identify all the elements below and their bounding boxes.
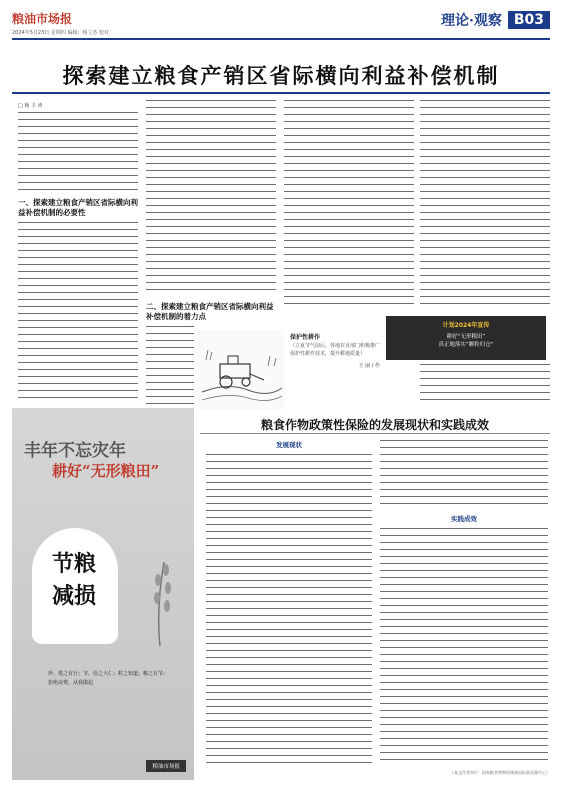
paper-name: 粮油市场报 xyxy=(12,12,73,26)
article1-subhead1: 一、探索建立粮食产销区省际横向利益补偿机制的必要性 xyxy=(18,198,138,217)
masthead xyxy=(12,8,550,40)
sketch-caption-box xyxy=(290,334,380,370)
panel-big2: 减损 xyxy=(52,583,97,609)
food-saving-panel xyxy=(12,408,194,780)
article1-col2b xyxy=(146,326,194,404)
article2-section2-title: 实践成效 xyxy=(451,515,477,523)
article1-col1-para2 xyxy=(18,222,138,404)
sketch-author: 王 丽 / 作 xyxy=(358,363,380,369)
article1-subhead2: 二、探索建立粮食产销区省际横向利益补偿机制的着力点 xyxy=(146,302,274,321)
article1-col3 xyxy=(284,100,414,310)
panel-big1: 节粮 xyxy=(52,551,97,577)
grain-icon xyxy=(130,558,188,648)
article2-col1-text xyxy=(206,454,372,768)
sketch-caption: （立夏节气前后，各地农业部门积极推广保护性耕作技术，提升耕地质量） xyxy=(290,343,381,357)
section-name: 理论·观察 xyxy=(440,13,502,29)
poster-line2: 耕好“无形粮田” xyxy=(446,334,486,340)
article2-col2-text xyxy=(380,528,548,766)
farming-sketch-image xyxy=(198,330,284,410)
article1-byline: □ 杨 卫 涛 xyxy=(18,103,43,109)
panel-big-text xyxy=(52,548,96,612)
article1-col4b xyxy=(420,364,550,404)
panel-title2: 耕好“无形粮田” xyxy=(52,462,160,480)
article2-col1 xyxy=(206,440,372,770)
promo-poster xyxy=(386,316,546,360)
sketch-title: 保护性耕作 xyxy=(290,334,321,341)
poster-line3: 真正地落实“颗粒归仓” xyxy=(438,342,494,348)
issue-info: 2024年5月23日 星期四 编辑：杨立杰 校对： xyxy=(12,30,115,36)
article1-col1-para1 xyxy=(18,112,138,194)
article2-footnote: （本文作者单位：国家粮食和物资储备局标准质量中心） xyxy=(450,770,550,775)
article2-col2-text-top xyxy=(380,440,548,506)
panel-slogan: 珍、惜之有行；节、俭之大仁；粒之知道；粮之有节；拒绝浪费，从我做起 xyxy=(48,671,169,686)
article1-headline: 探索建立粮食产销区省际横向利益补偿机制 xyxy=(62,64,500,88)
article2-headline: 粮食作物政策性保险的发展现状和实践成效 xyxy=(260,418,489,432)
page-number: B03 xyxy=(508,11,550,29)
masthead-left xyxy=(12,10,114,36)
article1-col2 xyxy=(146,100,276,296)
article2-col2 xyxy=(380,440,548,770)
article2-rule xyxy=(200,433,550,434)
article2-section1-title: 发展现状 xyxy=(276,441,302,449)
panel-title1: 丰年不忘灾年 xyxy=(24,441,126,461)
poster-line1: 计划2024年宣传 xyxy=(442,322,490,329)
article1-col4 xyxy=(420,100,550,310)
masthead-right xyxy=(441,10,550,30)
panel-footer: 粮油市场报 xyxy=(146,760,186,772)
headline-rule xyxy=(12,92,550,94)
